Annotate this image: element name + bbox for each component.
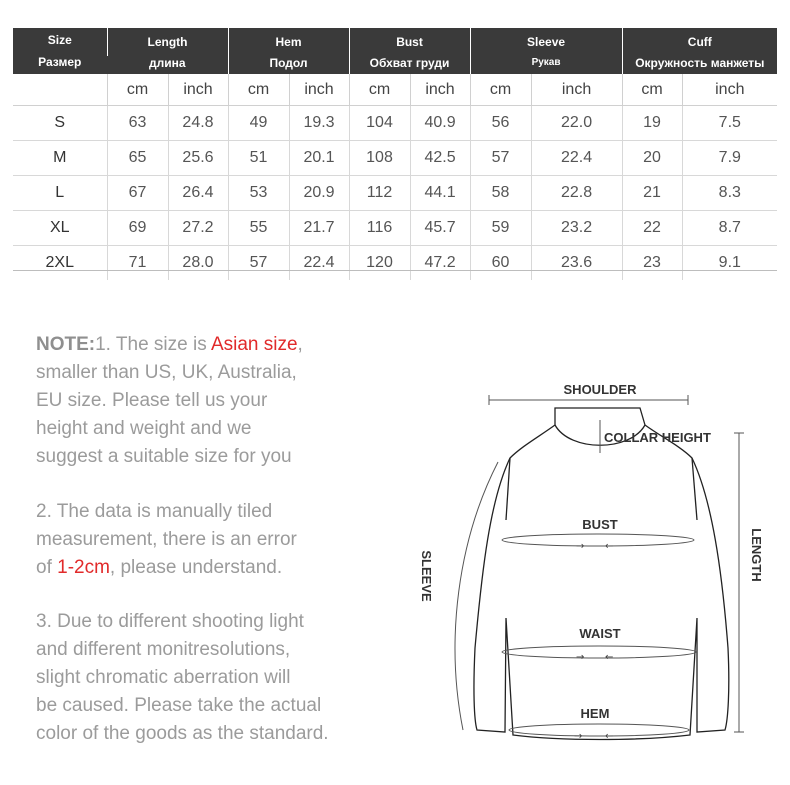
note-1-line-1 <box>36 331 366 359</box>
length-header-ru: длина <box>107 56 228 74</box>
table-cell: 45.7 <box>410 211 470 246</box>
note-1-text-b: , <box>297 334 303 355</box>
note-label: NOTE: <box>36 334 96 355</box>
note-3-line-3: slight chromatic aberration will <box>36 667 291 688</box>
note-3-line-1: 3. Due to different shooting light <box>36 611 304 632</box>
table-cell: 26.4 <box>168 176 228 211</box>
table-cell: 49 <box>228 106 289 141</box>
table-cell: 19 <box>622 106 682 141</box>
error-range-highlight: 1-2cm <box>57 557 110 578</box>
unit-cell: inch <box>531 74 622 106</box>
table-cell: 120 <box>349 246 410 281</box>
table-cell: 42.5 <box>410 141 470 176</box>
note-1-line-3: EU size. Please tell us your <box>36 390 268 411</box>
units-row <box>13 74 777 106</box>
table-cell: 23 <box>622 246 682 281</box>
unit-cell: inch <box>682 74 777 106</box>
note-1-line-2: smaller than US, UK, Australia, <box>36 362 297 383</box>
table-cell: 57 <box>228 246 289 281</box>
table-cell: 20.9 <box>289 176 349 211</box>
table-cell: 8.7 <box>682 211 777 246</box>
sweater-body-outline <box>474 408 729 740</box>
note-1-line-5: suggest a suitable size for you <box>36 446 292 467</box>
table-row <box>13 246 777 281</box>
table-cell: 53 <box>228 176 289 211</box>
table-cell: 56 <box>470 106 531 141</box>
header-row-en <box>13 28 777 56</box>
unit-cell: cm <box>107 74 168 106</box>
table-cell: 22 <box>622 211 682 246</box>
table-cell: 20.1 <box>289 141 349 176</box>
table-row <box>13 176 777 211</box>
size-header <box>13 28 107 74</box>
unit-cell: cm <box>228 74 289 106</box>
table-cell: 8.3 <box>682 176 777 211</box>
table-cell: 24.8 <box>168 106 228 141</box>
unit-cell: inch <box>289 74 349 106</box>
bust-header-ru: Обхват груди <box>349 56 470 74</box>
note-2 <box>36 498 366 582</box>
table-cell: 60 <box>470 246 531 281</box>
table-cell: 28.0 <box>168 246 228 281</box>
note-3-line-4: be caused. Please take the actual <box>36 695 322 716</box>
unit-cell: inch <box>410 74 470 106</box>
table-cell: 112 <box>349 176 410 211</box>
table-cell: 51 <box>228 141 289 176</box>
table-row <box>13 141 777 176</box>
bust-header: Bust <box>349 28 470 56</box>
note-2-line-3 <box>36 554 366 582</box>
table-cell: 20 <box>622 141 682 176</box>
table-row <box>13 211 777 246</box>
table-cell: 67 <box>107 176 168 211</box>
table-cell: 71 <box>107 246 168 281</box>
sleeve-header-ru: Рукав <box>470 56 622 74</box>
units-blank <box>13 74 107 106</box>
note-2-text-b: , please understand. <box>109 557 283 578</box>
note-1-line-4: height and weight and we <box>36 418 252 439</box>
hem-header: Hem <box>228 28 349 56</box>
size-chart-table <box>13 28 777 280</box>
table-cell: 22.0 <box>531 106 622 141</box>
table-cell: 23.6 <box>531 246 622 281</box>
size-cell: M <box>13 141 107 176</box>
size-cell: L <box>13 176 107 211</box>
size-header-en: Size <box>47 33 72 47</box>
shoulder-label: SHOULDER <box>563 382 637 397</box>
bust-label: BUST <box>582 517 618 532</box>
table-cell: 108 <box>349 141 410 176</box>
bust-ellipse <box>502 534 694 546</box>
table-cell: 9.1 <box>682 246 777 281</box>
hem-arrow-right-icon: → <box>574 731 583 742</box>
size-cell: S <box>13 106 107 141</box>
length-label: LENGTH <box>749 528 764 582</box>
note-3 <box>36 608 381 748</box>
waist-label: WAIST <box>579 626 621 641</box>
table-cell: 27.2 <box>168 211 228 246</box>
table-cell: 69 <box>107 211 168 246</box>
note-2-line-2: measurement, there is an error <box>36 529 297 550</box>
hem-label: HEM <box>580 706 610 721</box>
waist-arrow-right-icon: → <box>576 652 585 663</box>
table-cell: 25.6 <box>168 141 228 176</box>
table-bottom-divider <box>13 270 777 271</box>
table-cell: 22.8 <box>531 176 622 211</box>
length-header: Length <box>107 28 228 56</box>
table-cell: 22.4 <box>289 246 349 281</box>
note-1 <box>36 331 366 471</box>
table-cell: 57 <box>470 141 531 176</box>
bust-arrow-left-icon: ← <box>605 541 614 552</box>
table-cell: 21.7 <box>289 211 349 246</box>
measure-lines <box>455 395 744 736</box>
table-cell: 65 <box>107 141 168 176</box>
unit-cell: cm <box>622 74 682 106</box>
table-row <box>13 106 777 141</box>
sleeve-header: Sleeve <box>470 28 622 56</box>
table-cell: 59 <box>470 211 531 246</box>
hem-header-ru: Подол <box>228 56 349 74</box>
size-header-ru: Размер <box>38 55 82 69</box>
table-cell: 23.2 <box>531 211 622 246</box>
note-3-line-2: and different monitresolutions, <box>36 639 291 660</box>
table-cell: 47.2 <box>410 246 470 281</box>
table-cell: 22.4 <box>531 141 622 176</box>
waist-ellipse <box>502 646 696 658</box>
note-2-line-1: 2. The data is manually tiled <box>36 501 273 522</box>
collar-height-label: COLLAR HEIGHT <box>604 430 711 445</box>
size-cell: XL <box>13 211 107 246</box>
sweater-outline <box>474 408 729 740</box>
garment-measurement-diagram <box>410 375 780 755</box>
unit-cell: cm <box>470 74 531 106</box>
table-cell: 40.9 <box>410 106 470 141</box>
header-row-ru <box>13 56 777 74</box>
unit-cell: inch <box>168 74 228 106</box>
size-cell: 2XL <box>45 254 74 271</box>
bust-arrow-right-icon: → <box>576 541 585 552</box>
table-cell: 116 <box>349 211 410 246</box>
hem-ellipse <box>509 724 689 736</box>
note-3-line-5: color of the goods as the standard. <box>36 723 329 744</box>
table-cell: 7.5 <box>682 106 777 141</box>
sleeve-measure-curve <box>455 462 498 730</box>
sleeve-label: SLEEVE <box>419 550 434 602</box>
hem-arrow-left-icon: ← <box>605 731 614 742</box>
cuff-header: Cuff <box>622 28 777 56</box>
asian-size-highlight: Asian size <box>210 334 298 355</box>
table-cell: 44.1 <box>410 176 470 211</box>
table-cell: 7.9 <box>682 141 777 176</box>
table-cell: 19.3 <box>289 106 349 141</box>
table-cell: 58 <box>470 176 531 211</box>
table-cell: 104 <box>349 106 410 141</box>
table-cell: 21 <box>622 176 682 211</box>
table-cell: 55 <box>228 211 289 246</box>
waist-arrow-left-icon: ← <box>605 652 614 663</box>
note-1-text-a: 1. The size is <box>95 334 211 355</box>
unit-cell: cm <box>349 74 410 106</box>
table-cell: 63 <box>107 106 168 141</box>
cuff-header-ru: Окружность манжеты <box>622 56 777 74</box>
note-2-text-a: of <box>36 557 58 578</box>
